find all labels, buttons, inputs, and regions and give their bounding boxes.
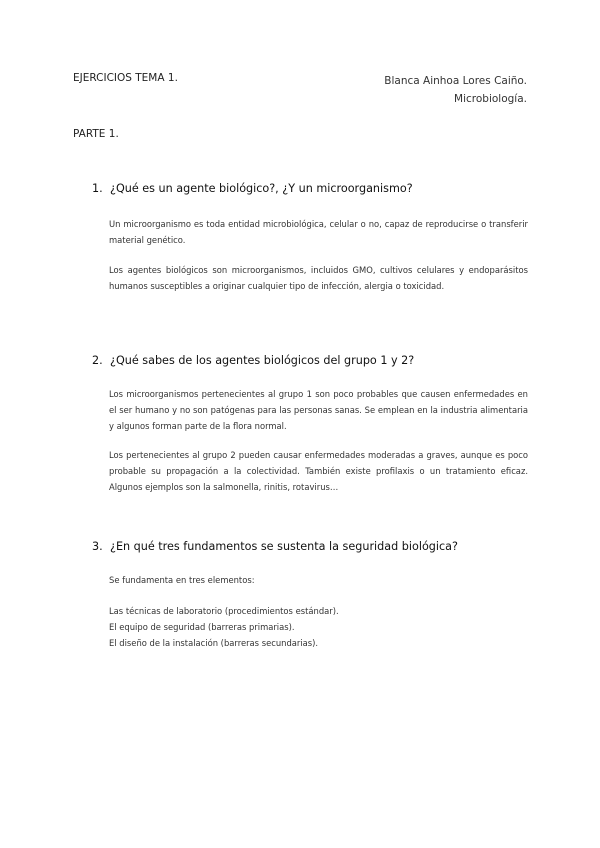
answer-paragraph: Los pertenecientes al grupo 2 pueden causar enfermedades moderadas a graves, aunque es poco probable su propagación a la colectividad. También existe profilaxis o un tratamiento eficaz. Algunos ejemplos son la salmonella, rinitis, rotavirus… [109, 450, 528, 492]
question-3 [92, 540, 458, 553]
list-item: Las técnicas de laboratorio (procedimientos estándar). [109, 606, 339, 616]
list-item: El diseño de la instalación (barreras secundarias). [109, 638, 319, 648]
subject-name: Microbiología. [454, 93, 527, 105]
answer-paragraph: Los microorganismos pertenecientes al grupo 1 son poco probables que causen enfermedades en el ser humano y no son patógenas para las personas sanas. Se emplean en la industria alimentaria y algunos forman parte de la flora normal. [109, 389, 528, 431]
answer-paragraph: Los agentes biológicos son microorganismos, incluidos GMO, cultivos celulares y endoparásitos humanos susceptibles a originar cualquier tipo de infección, alergia o toxicidad. [109, 265, 528, 291]
question-number: 3. [92, 540, 103, 553]
question-text: ¿Qué es un agente biológico?, ¿Y un microorganismo? [110, 182, 413, 195]
question-number: 1. [92, 182, 103, 195]
question-2 [92, 354, 414, 367]
question-text: ¿En qué tres fundamentos se sustenta la seguridad biológica? [110, 540, 458, 553]
author-name: Blanca Ainhoa Lores Caiño. [384, 75, 527, 87]
part-heading: PARTE 1. [73, 128, 119, 140]
question-text: ¿Qué sabes de los agentes biológicos del grupo 1 y 2? [110, 354, 415, 367]
question-1 [92, 182, 413, 195]
list-item: El equipo de seguridad (barreras primarias). [109, 622, 295, 632]
document-title: EJERCICIOS TEMA 1. [73, 72, 178, 84]
answer-paragraph: Un microorganismo es toda entidad microbiológica, celular o no, capaz de reproducirse o transferir material genético. [109, 219, 528, 245]
author-block [384, 72, 527, 108]
question-number: 2. [92, 354, 103, 367]
answer-intro: Se fundamenta en tres elementos: [109, 575, 255, 585]
